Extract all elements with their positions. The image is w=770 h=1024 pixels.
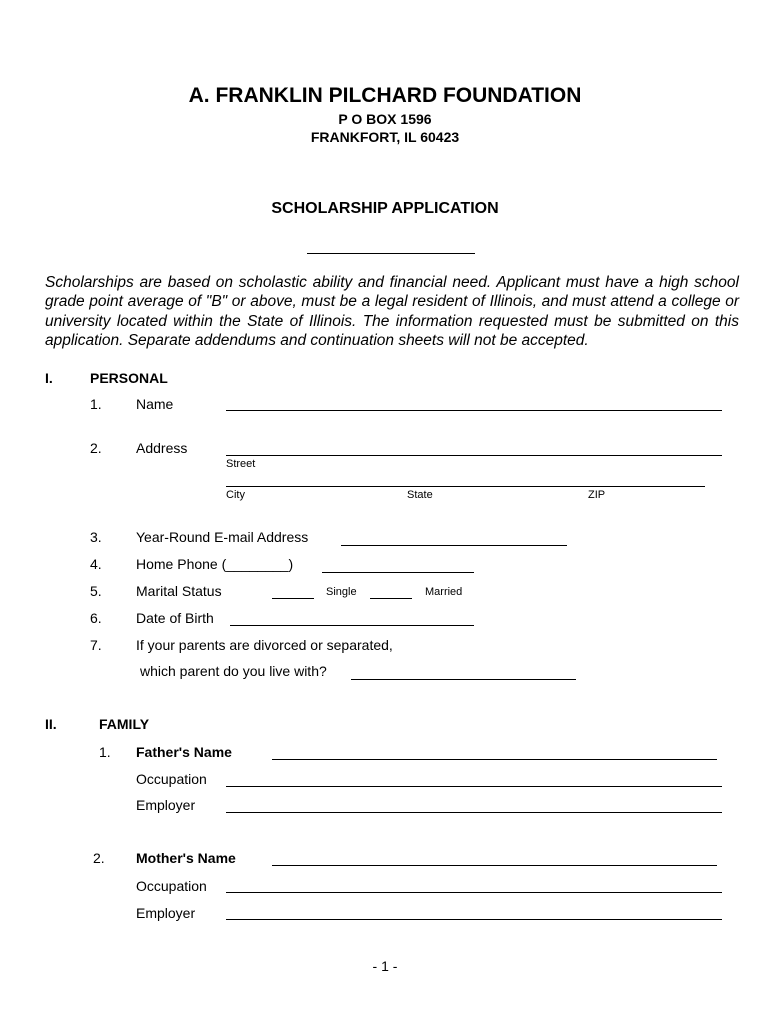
- email-label: Year-Round E-mail Address: [136, 529, 309, 545]
- home-phone-label: Home Phone (________): [136, 556, 294, 572]
- form-title: SCHOLARSHIP APPLICATION: [271, 200, 499, 217]
- mother-occupation-label: Occupation: [136, 878, 207, 894]
- item-number: 4.: [90, 556, 102, 572]
- father-occupation-field[interactable]: [226, 786, 722, 787]
- item-number: 1.: [90, 396, 102, 412]
- section-1-number: I.: [45, 370, 53, 386]
- single-checkline[interactable]: [272, 598, 314, 599]
- email-field[interactable]: [341, 545, 567, 546]
- married-option-label: Married: [425, 586, 463, 598]
- married-checkline[interactable]: [370, 598, 412, 599]
- parents-question-line2: which parent do you live with?: [140, 663, 327, 679]
- father-name-field[interactable]: [272, 759, 717, 760]
- name-label: Name: [136, 396, 174, 412]
- mother-name-field[interactable]: [272, 865, 717, 866]
- dob-label: Date of Birth: [136, 610, 214, 626]
- mother-employer-label: Employer: [136, 905, 196, 921]
- org-name: A. FRANKLIN PILCHARD FOUNDATION: [188, 84, 582, 107]
- state-caption: State: [407, 489, 433, 501]
- marital-status-label: Marital Status: [136, 583, 222, 599]
- home-phone-field[interactable]: [322, 572, 474, 573]
- section-2-title: FAMILY: [99, 716, 150, 732]
- item-number: 3.: [90, 529, 102, 545]
- street-caption: Street: [226, 458, 256, 470]
- item-number: 1.: [99, 744, 111, 760]
- mother-employer-field[interactable]: [226, 919, 722, 920]
- mother-name-label: Mother's Name: [136, 850, 236, 866]
- address-line-2: FRANKFORT, IL 60423: [310, 129, 460, 145]
- address-label: Address: [136, 440, 188, 456]
- item-number: 2.: [93, 850, 105, 866]
- address-line-1: P O BOX 1596: [338, 111, 432, 127]
- page-number: - 1 -: [372, 958, 398, 974]
- father-name-label: Father's Name: [136, 744, 232, 760]
- parents-question-line1: If your parents are divorced or separated,: [136, 637, 393, 653]
- mother-occupation-field[interactable]: [226, 892, 722, 893]
- parent-lives-with-field[interactable]: [351, 679, 576, 680]
- father-employer-label: Employer: [136, 797, 196, 813]
- zip-caption: ZIP: [588, 489, 606, 501]
- section-1-title: PERSONAL: [90, 370, 168, 386]
- item-number: 5.: [90, 583, 102, 599]
- title-underline: [307, 253, 475, 254]
- item-number: 6.: [90, 610, 102, 626]
- name-field[interactable]: [226, 410, 722, 411]
- intro-paragraph: Scholarships are based on scholastic ability and financial need. Applicant must have a high school grade point average of "B" or above, must be a legal resident of Illinois, and must attend a college or university located within the State of Illinois. The information requested must be submitted on this application. Separate addendums and continuation sheets will not be accepted.: [45, 274, 739, 349]
- single-option-label: Single: [326, 586, 357, 598]
- father-employer-field[interactable]: [226, 812, 722, 813]
- item-number: 2.: [90, 440, 102, 456]
- city-state-zip-field[interactable]: [226, 486, 705, 487]
- section-2-number: II.: [45, 716, 57, 732]
- item-number: 7.: [90, 637, 102, 653]
- city-caption: City: [226, 489, 245, 501]
- street-field[interactable]: [226, 455, 722, 456]
- father-occupation-label: Occupation: [136, 771, 207, 787]
- dob-field[interactable]: [230, 625, 474, 626]
